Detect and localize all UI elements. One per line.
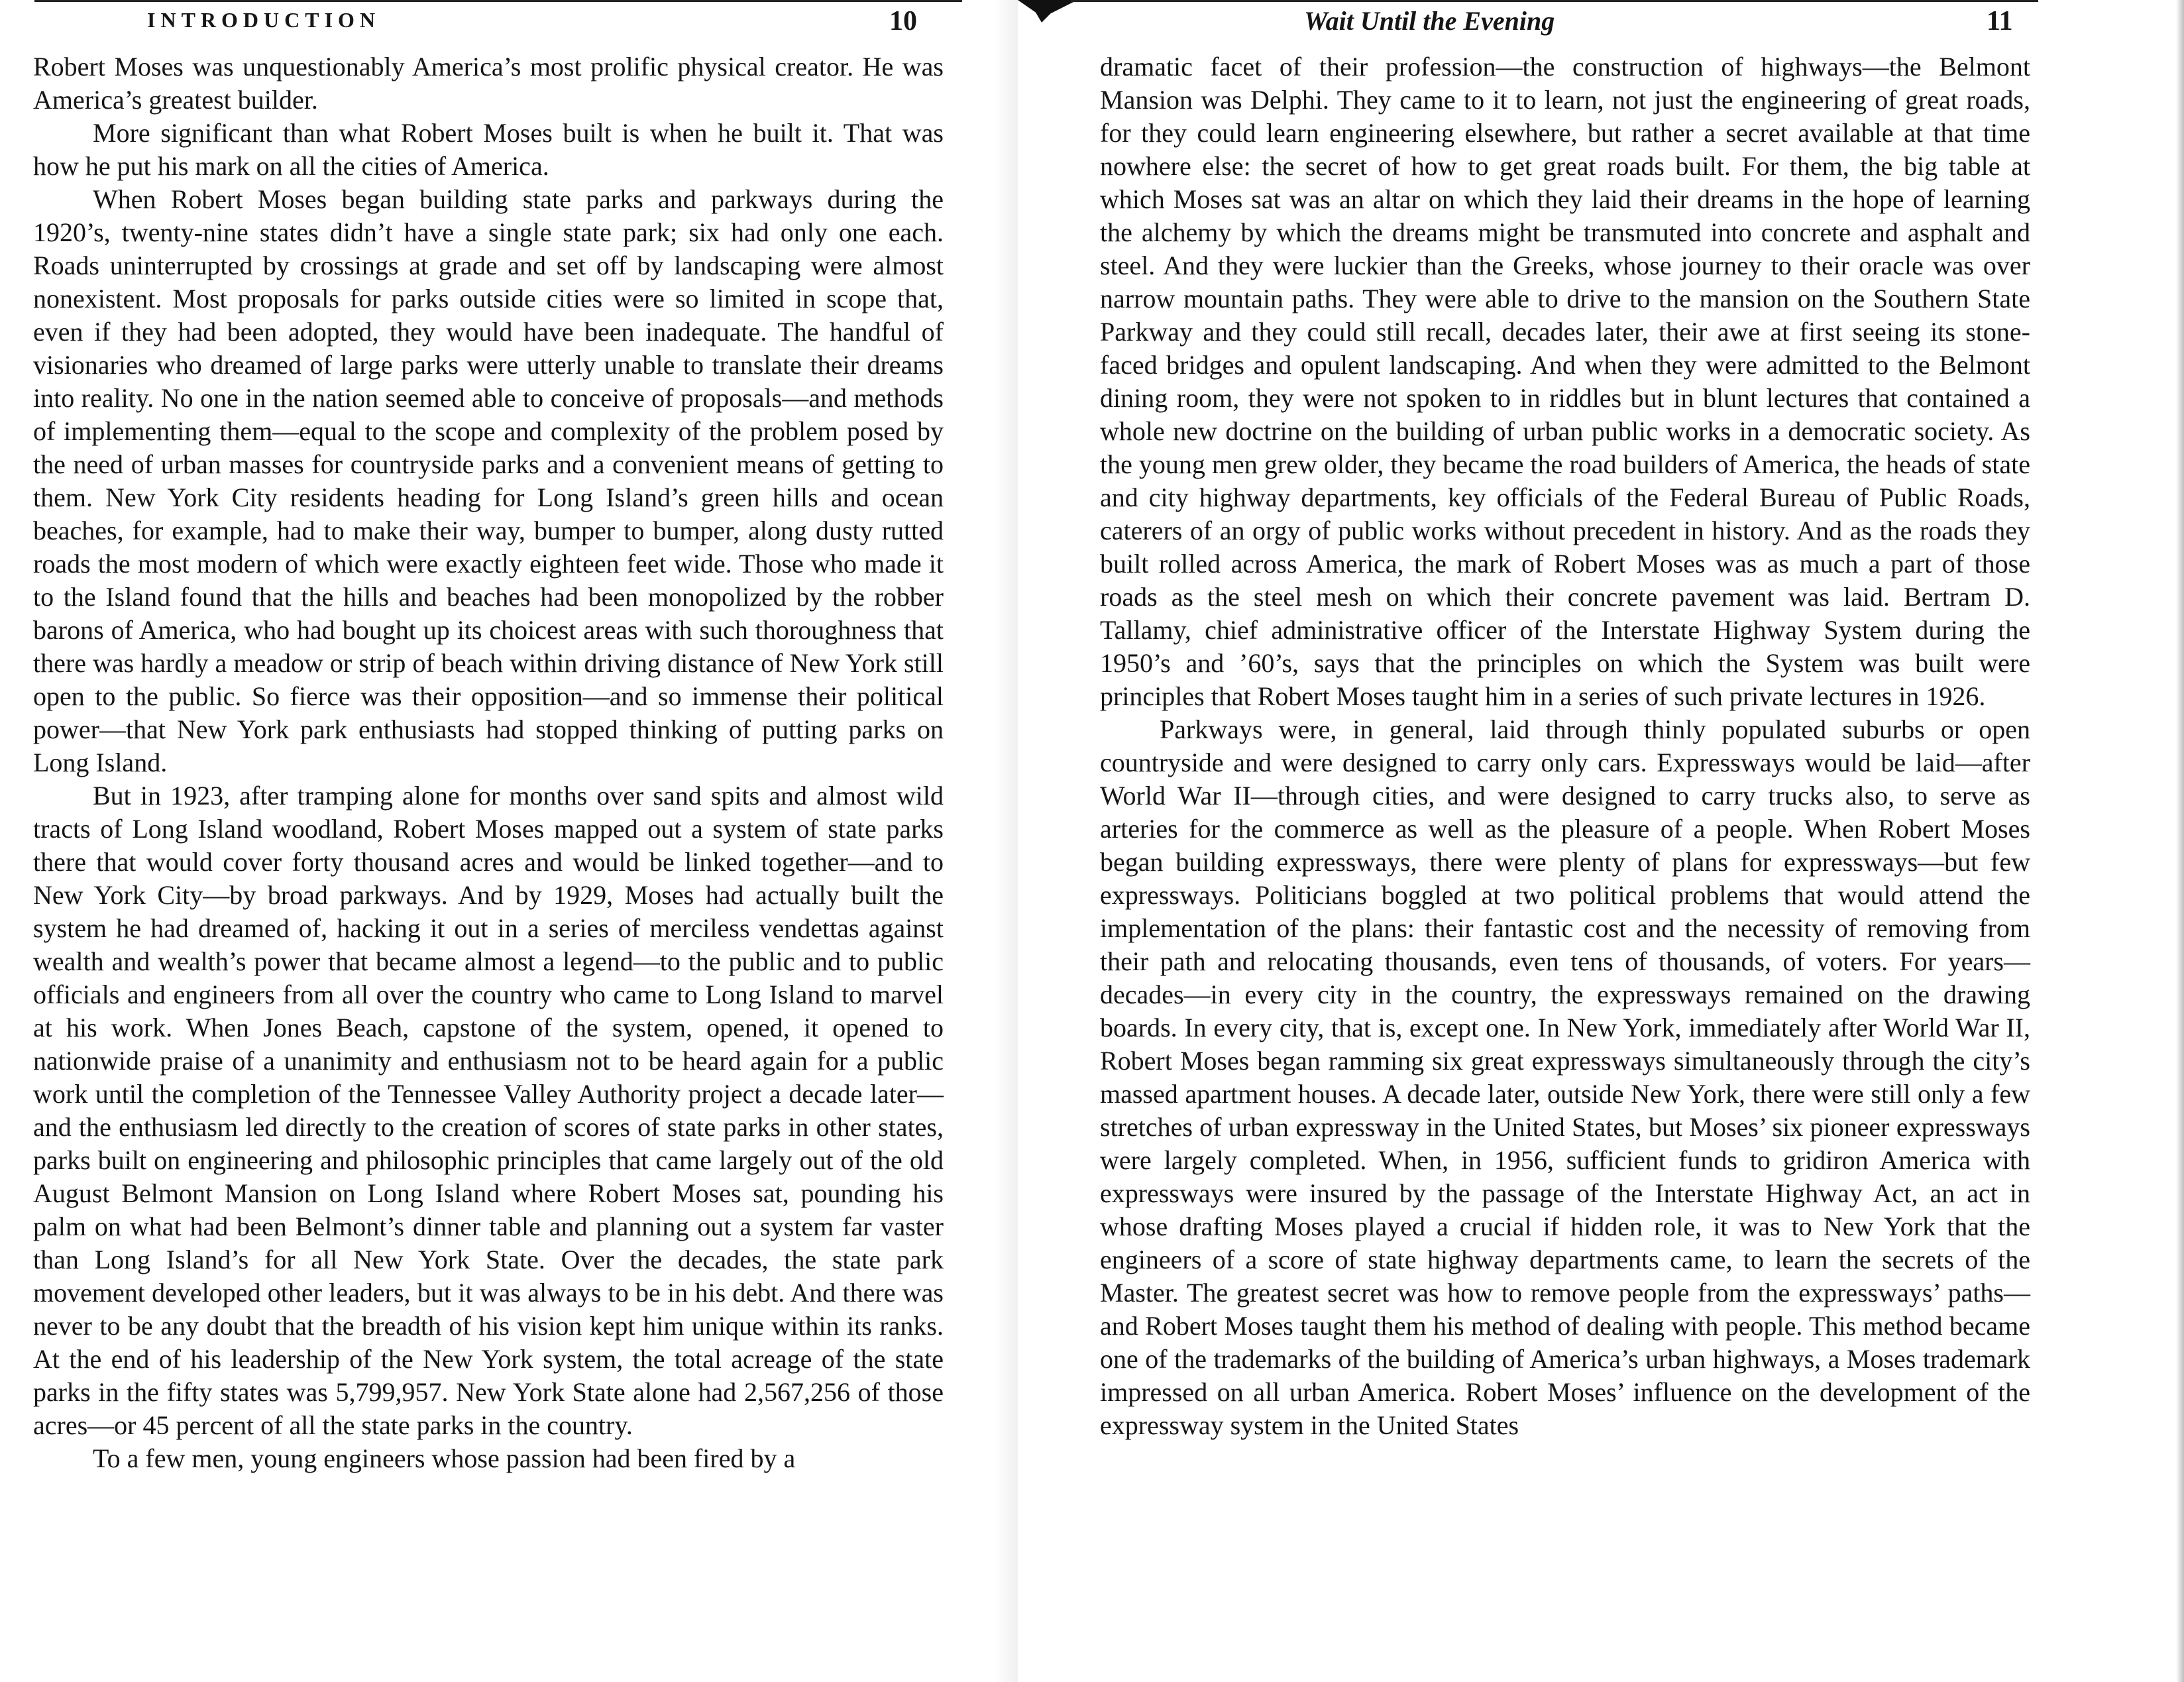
paragraph: Robert Moses was unquestionably America’s most prolific physical creator. He was America’s greatest builder. <box>33 52 944 115</box>
paragraph: When Robert Moses began building state parks and parkways during the 1920’s, twenty-nine states didn’t have a single state park; six had only one each. Roads uninterrupted by crossings at grade and set off by landscaping were almost nonexistent. Most proposals for parks outside cities were so limited in scope that, even if they had been adopted, they would have been inadequate. The handful of visionaries who dreamed of large parks were utterly unable to translate their dreams into reality. No one in the nation seemed able to conceive of proposals—and methods of implementing them—equal to the scope and complexity of the problem posed by the need of urban masses for countryside parks and a convenient means of getting to them. New York City residents heading for Long Island’s green hills and ocean beaches, for example, had to make their way, bumper to bumper, along dusty rutted roads the most modern of which were exactly eighteen feet wide. Those who made it to the Island found that the hills and beaches had been monopolized by the robber barons of America, who had bought up its choicest areas with such thoroughness that there was hardly a meadow or strip of beach within driving distance of New York still open to the public. So fierce was their opposition—and so immense their political power—that New York park enthusiasts had stopped thinking of putting parks on Long Island. <box>33 184 944 777</box>
gutter-shadow <box>994 0 1018 1682</box>
paragraph: dramatic facet of their profession—the construction of highways—the Belmont Mansion was Delphi. They came to it to learn, not just the engineering of great roads, for they could learn engineering elsewhere, but rather a secret available at that time nowhere else: the secret of how to get great roads built. For them, the big table at which Moses sat was an altar on which they laid their dreams in the hope of learning the alchemy by which the dreams might be transmuted into concrete and asphalt and steel. And they were luckier than the Greeks, whose journey to their oracle was over narrow mountain paths. They were able to drive to the mansion on the Southern State Parkway and they could still recall, decades later, their awe at first seeing its stone-faced bridges and opulent landscaping. And when they were admitted to the Belmont dining room, they were not spoken to in riddles but in blunt lectures that contained a whole new doctrine on the building of urban public works in a democratic society. As the young men grew older, they became the road builders of America, the heads of state and city highway departments, key officials of the Federal Bureau of Public Roads, caterers of an orgy of public works without precedent in history. And as the roads they built rolled across America, the mark of Robert Moses was as much a part of those roads as the steel mesh on which their concrete pavement was laid. Bertram D. Tallamy, chief administrative officer of the Interstate Highway System during the 1950’s and ’60’s, says that the principles on which the System was built were principles that Robert Moses taught him in a series of such private lectures in 1926. <box>1100 52 2030 711</box>
paragraph: Parkways were, in general, laid through thinly populated suburbs or open countryside and were designed to carry only cars. Expressways would be laid—after World War II—through cities, and were designed to carry trucks also, to serve as arteries for the commerce as well as the pleasure of a people. When Robert Moses began building expressways, there were plenty of plans for expressways—but few expressways. Politicians boggled at two political problems that would attend the implementation of the plans: their fantastic cost and the necessity of removing from their path and relocating thousands, even tens of thousands, of voters. For years—decades—in every city in the country, the expressways remained on the drawing boards. In every city, that is, except one. In New York, immediately after World War II, Robert Moses began ramming six great expressways simultaneously through the city’s massed apartment houses. A decade later, outside New York, there were still only a few stretches of urban expressway in the United States, but Moses’ six pioneer expressways were largely completed. When, in 1956, sufficient funds to gridiron America with expressways were insured by the passage of the Interstate Highway Act, an act in whose drafting Moses played a crucial if hidden role, it was to New York that the engineers of a score of state highway departments came, to learn the secrets of the Master. The greatest secret was how to remove people from the expressways’ paths—and Robert Moses taught them his method of dealing with people. This method became one of the trademarks of the building of America’s urban highways, a Moses trademark impressed on all urban America. Robert Moses’ influence on the development of the expressway system in the United States <box>1100 714 2030 1440</box>
ink-mark <box>1018 0 1077 23</box>
page-header <box>34 5 942 38</box>
top-rule <box>1071 0 2038 2</box>
running-head: Wait Until the Evening <box>1304 6 1555 36</box>
top-rule <box>34 0 962 2</box>
page-edge-shadow <box>2176 0 2184 1682</box>
paragraph: But in 1923, after tramping alone for months over sand spits and almost wild tracts of Long Island woodland, Robert Moses mapped out a system of state parks there that would cover forty thousand acres and would be linked together—and to New York City—by broad parkways. And by 1929, Moses had actually built the system he had dreamed of, hacking it out in a series of merciless vendettas against wealth and wealth’s power that became almost a legend—to the public and to public officials and engineers from all over the country who came to Long Island to marvel at his work. When Jones Beach, capstone of the system, opened, it opened to nationwide praise of a unanimity and enthusiasm not to be heard again for a public work until the completion of the Tennessee Valley Authority project a decade later—and the enthusiasm led directly to the creation of scores of state parks in other states, parks built on engineering and philosophic principles that came largely out of the old August Belmont Mansion on Long Island where Robert Moses sat, pounding his palm on what had been Belmont’s dinner table and planning out a system far vaster than Long Island’s for all New York State. Over the decades, the state park movement developed other leaders, but it was always to be in his debt. And there was never to be any doubt that the breadth of his vision kept him unique within its ranks. At the end of his leadership of the New York system, the total acreage of the state parks in the fifty states was 5,799,957. New York State alone had 2,567,256 of those acres—or 45 percent of all the state parks in the country. <box>33 781 944 1440</box>
page-number: 10 <box>889 6 917 36</box>
running-head: INTRODUCTION <box>147 8 381 32</box>
body-text <box>33 50 944 1475</box>
page-header <box>1099 5 2033 38</box>
paragraph: To a few men, young engineers whose passion had been fired by a <box>93 1443 796 1473</box>
body-text <box>1100 50 2030 1442</box>
right-page <box>1018 0 2184 1682</box>
paragraph: More significant than what Robert Moses built is when he built it. That was how he put his mark on all the cities of America. <box>33 118 944 181</box>
left-page <box>0 0 1018 1682</box>
page-number: 11 <box>1987 6 2013 36</box>
